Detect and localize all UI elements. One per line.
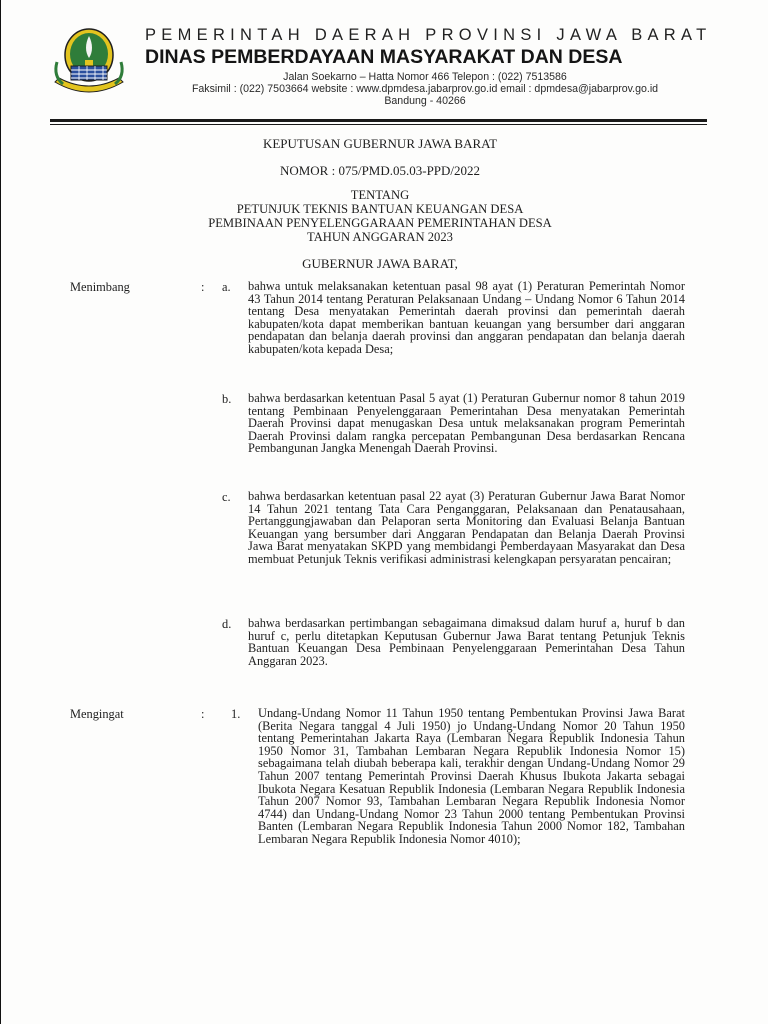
considering-item-d: bahwa berdasarkan pertimbangan sebagaimana dimaksud dalam huruf a, huruf b dan huruf c, perlu ditetapkan Keputusan Gubernur Jawa Barat tentang Petunjuk Teknis Bantuan Keuangan Desa Pembinaan Penyelenggaraan Pemerintahan Desa Tahun Anggaran 2023. bbox=[248, 616, 685, 668]
decree-subject-line1: PETUNJUK TEKNIS BANTUAN KEUANGAN DESA bbox=[236, 202, 524, 216]
letterhead-agency-name: DINAS PEMBERDAYAAN MASYARAKAT DAN DESA bbox=[145, 46, 623, 68]
letterhead-contacts: Faksimil : (022) 7503664 website : www.dpmdesa.jabarprov.go.id email : dpmdesa@jabarprov.go.id bbox=[191, 83, 659, 95]
considering-item-b: bahwa berdasarkan ketentuan Pasal 5 ayat (1) Peraturan Gubernur nomor 8 tahun 2019 tentang Pembinaan Penyelenggaraan Pemerintahan Desa menyatakan Pemerintah Daerah Provinsi dapat menugaskan Desa untuk melaksanakan program Pemerintah Daerah Provinsi dalam rangka percepatan Pembangunan Desa berdasarkan Rencana Pembangunan Jangka Menengah Daerah Provinsi. bbox=[248, 391, 685, 456]
list-marker: a. bbox=[222, 280, 231, 294]
decree-title: KEPUTUSAN GUBERNUR JAWA BARAT bbox=[262, 136, 498, 151]
letterhead-address: Jalan Soekarno – Hatta Nomor 466 Telepon : (022) 7513586 bbox=[283, 71, 567, 83]
section-label-recalling: Mengingat bbox=[70, 707, 124, 721]
letterhead-government-name: PEMERINTAH DAERAH PROVINSI JAWA BARAT bbox=[145, 26, 712, 44]
list-marker: 1. bbox=[231, 707, 241, 721]
list-marker: b. bbox=[222, 392, 232, 406]
considering-item-a: bahwa untuk melaksanakan ketentuan pasal 98 ayat (1) Peraturan Pemerintah Nomor 43 Tahun 2014 tentang Peraturan Pelaksanaan Undang – Undang Nomor 6 Tahun 2014 tentang Desa menyatakan Pemerintah daerah provinsi dan pemerintah daerah kabupaten/kota dapat memberikan bantuan keuangan yang bersumber dari anggaran pendapatan dan belanja daerah provinsi dan anggaran pendapatan dan belanja daerah kabupaten/kota kepada Desa; bbox=[248, 279, 685, 356]
decree-subject-line3: TAHUN ANGGARAN 2023 bbox=[307, 230, 453, 244]
decree-issuer: GUBERNUR JAWA BARAT, bbox=[302, 256, 458, 271]
section-colon: : bbox=[201, 280, 205, 294]
list-marker: c. bbox=[222, 490, 231, 504]
letterhead-city: Bandung - 40266 bbox=[384, 95, 466, 107]
section-label-considering: Menimbang bbox=[70, 280, 130, 294]
considering-item-c: bahwa berdasarkan ketentuan pasal 22 ayat (3) Peraturan Gubernur Jawa Barat Nomor 14 Tahun 2021 tentang Tata Cara Penganggaran, Pelaksanaan dan Penatausahaan, Pertanggungjawaban dan Pelaporan serta Monitoring dan Evaluasi Belanja Bantuan Keuangan yang bersumber dari Anggaran Pendapatan dan Belanja Daerah Provinsi Jawa Barat menyatakan SKPD yang membidangi Pemberdayaan Masyarakat dan Desa membuat Petunjuk Teknis verifikasi administrasi kelengkapan persyaratan pencairan; bbox=[248, 489, 685, 566]
coat-of-arms-icon bbox=[49, 22, 129, 100]
section-colon: : bbox=[201, 707, 205, 721]
recalling-item-1: Undang-Undang Nomor 11 Tahun 1950 tentang Pembentukan Provinsi Jawa Barat (Berita Negara tanggal 4 Juli 1950) jo Undang-Undang Nomor 20 Tahun 1950 tentang Pemerintahan Jakarta Raya (Lembaran Negara Republik Indonesia Tahun 1950 Nomor 31, Tambahan Lembaran Negara Republik Indonesia Nomor 15) sebagaimana telah diubah beberapa kali, terakhir dengan Undang-Undang Nomor 29 Tahun 2007 tentang Pemerintah Provinsi Daerah Khusus Ibukota Jakarta sebagai Ibukota Negara Kesatuan Republik Indonesia (Lembaran Negara Republik Indonesia Tahun 2007 Nomor 93, Tambahan Lembaran Negara Republik Indonesia Nomor 4744) dan Undang-Undang Nomor 23 Tahun 2000 tentang Pembentukan Provinsi Banten (Lembaran Negara Republik Indonesia Tahun 2000 Nomor 182, Tambahan Lembaran Negara Republik Indonesia Nomor 4010); bbox=[258, 706, 685, 846]
page-edge bbox=[0, 0, 1, 1024]
letterhead-rule-thin bbox=[50, 124, 707, 125]
list-marker: d. bbox=[222, 617, 232, 631]
letterhead-rule bbox=[50, 119, 707, 122]
decree-about: TENTANG bbox=[350, 188, 410, 202]
decree-number: NOMOR : 075/PMD.05.03-PPD/2022 bbox=[279, 163, 481, 178]
decree-subject-line2: PEMBINAAN PENYELENGGARAAN PEMERINTAHAN DESA bbox=[208, 216, 552, 230]
